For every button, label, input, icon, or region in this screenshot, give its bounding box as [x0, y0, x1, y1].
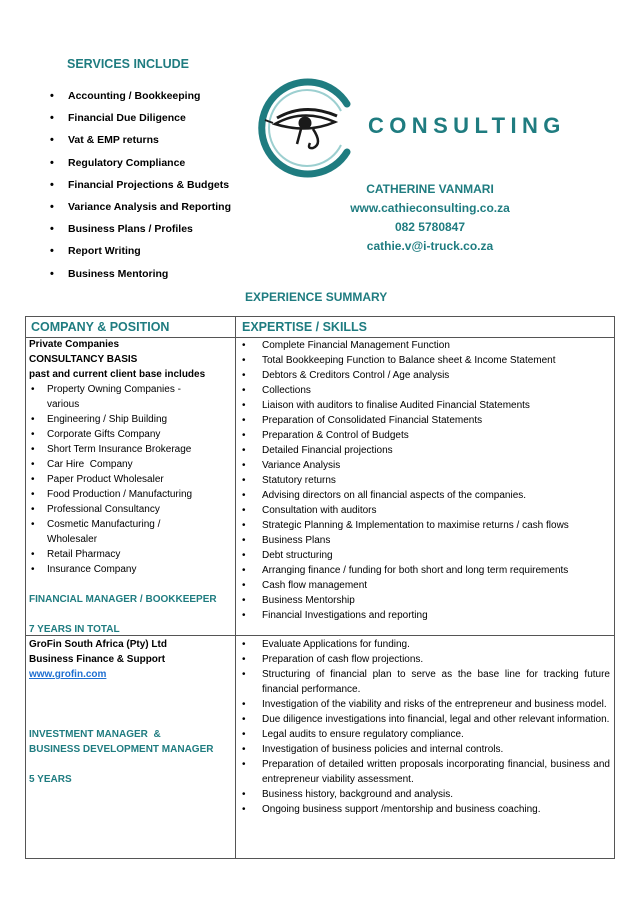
service-item: • Accounting / Bookkeeping: [50, 88, 231, 110]
col-header-company: COMPANY & POSITION: [31, 320, 170, 334]
skill-item: • Investigation of the viability and risks of the entrepreneur and business model.: [238, 697, 610, 712]
skill-item: • Debt structuring: [238, 548, 610, 563]
skill-item: • Complete Financial Management Function: [238, 338, 610, 353]
skill-item: • Debtors & Creditors Control / Age analysis: [238, 368, 610, 383]
service-item: • Variance Analysis and Reporting: [50, 199, 231, 221]
service-item: • Regulatory Compliance: [50, 155, 231, 177]
skill-item: • Business history, background and analysis.: [238, 787, 610, 802]
client-item: • Insurance Company: [29, 562, 229, 577]
column-divider: [235, 317, 236, 858]
skill-item: • Investigation of business policies and internal controls.: [238, 742, 610, 757]
client-list: [29, 382, 229, 577]
contact-name: CATHERINE VANMARI: [366, 182, 494, 196]
skill-item: • Statutory returns: [238, 473, 610, 488]
skill-item: • Strategic Planning & Implementation to maximise returns / cash flows: [238, 518, 610, 533]
skill-item: • Business Mentorship: [238, 593, 610, 608]
company-name: Private Companies: [29, 339, 120, 350]
skill-item: • Business Plans: [238, 533, 610, 548]
skill-item: • Preparation of detailed written proposals incorporating financial, business and entrepreneur viability assessment.: [238, 757, 610, 787]
eye-of-horus-logo: [255, 78, 355, 178]
client-item: • Car Hire Company: [29, 457, 229, 472]
skill-item: • Advising directors on all financial aspects of the companies.: [238, 488, 610, 503]
skills-list: [238, 338, 610, 623]
skill-item: • Structuring of financial plan to serve as the base line for tracking future financial performance.: [238, 667, 610, 697]
skill-item: • Arranging finance / funding for both short and long term requirements: [238, 563, 610, 578]
client-item: • Engineering / Ship Building: [29, 412, 229, 427]
contact-block: [320, 180, 540, 256]
skill-item: • Legal audits to ensure regulatory compliance.: [238, 727, 610, 742]
contact-phone: 082 5780847: [394, 220, 466, 234]
brand-name: CONSULTING: [368, 113, 566, 138]
clients-intro: past and current client base includes: [29, 369, 206, 380]
position-title: INVESTMENT MANAGER &: [29, 729, 161, 740]
skill-item: • Financial Investigations and reporting: [238, 608, 610, 623]
skill-item: • Due diligence investigations into financial, legal and other relevant information.: [238, 712, 610, 727]
skill-item: • Ongoing business support /mentorship and business coaching.: [238, 802, 610, 817]
years-label: 7 YEARS IN TOTAL: [29, 624, 120, 635]
row1-skills-cell: [238, 338, 610, 623]
experience-table: [25, 316, 615, 859]
service-item: • Financial Due Diligence: [50, 110, 231, 132]
skill-item: • Cash flow management: [238, 578, 610, 593]
client-item: • Professional Consultancy: [29, 502, 229, 517]
client-item: • Food Production / Manufacturing: [29, 487, 229, 502]
years-label: 5 YEARS: [29, 774, 72, 785]
client-item: • Property Owning Companies - various: [29, 382, 229, 412]
skill-item: • Preparation of cash flow projections.: [238, 652, 610, 667]
service-item: • Business Plans / Profiles: [50, 221, 231, 243]
col-header-skills: EXPERTISE / SKILLS: [242, 320, 368, 334]
skill-item: • Variance Analysis: [238, 458, 610, 473]
services-list: [50, 88, 231, 288]
contact-email[interactable]: cathie.v@i-truck.co.za: [366, 239, 494, 253]
company-basis: CONSULTANCY BASIS: [29, 354, 138, 365]
client-item: • Cosmetic Manufacturing / Wholesaler: [29, 517, 229, 547]
client-item: • Retail Pharmacy: [29, 547, 229, 562]
position-title: FINANCIAL MANAGER / BOOKKEEPER: [29, 594, 217, 605]
client-item: • Short Term Insurance Brokerage: [29, 442, 229, 457]
skill-item: • Consultation with auditors: [238, 503, 610, 518]
company-name: GroFin South Africa (Pty) Ltd: [29, 639, 167, 650]
client-item: • Corporate Gifts Company: [29, 427, 229, 442]
row2-skills-cell: [238, 637, 610, 817]
skill-item: • Total Bookkeeping Function to Balance sheet & Income Statement: [238, 353, 610, 368]
skill-item: • Preparation & Control of Budgets: [238, 428, 610, 443]
skills-list: [238, 637, 610, 817]
skill-item: • Preparation of Consolidated Financial Statements: [238, 413, 610, 428]
service-item: • Business Mentoring: [50, 266, 231, 288]
skill-item: • Detailed Financial projections: [238, 443, 610, 458]
skill-item: • Collections: [238, 383, 610, 398]
client-item: • Paper Product Wholesaler: [29, 472, 229, 487]
service-item: • Financial Projections & Budgets: [50, 177, 231, 199]
services-title: SERVICES INCLUDE: [67, 57, 190, 71]
service-item: • Report Writing: [50, 243, 231, 265]
company-website-link[interactable]: www.grofin.com: [29, 669, 107, 680]
skill-item: • Liaison with auditors to finalise Audited Financial Statements: [238, 398, 610, 413]
company-division: Business Finance & Support: [29, 654, 166, 665]
service-item: • Vat & EMP returns: [50, 132, 231, 154]
contact-website[interactable]: www.cathieconsulting.co.za: [350, 201, 510, 215]
skill-item: • Evaluate Applications for funding.: [238, 637, 610, 652]
experience-title: EXPERIENCE SUMMARY: [245, 290, 388, 304]
position-title-line2: BUSINESS DEVELOPMENT MANAGER: [29, 744, 214, 755]
row1-company-cell: [29, 337, 229, 637]
row2-company-cell: [29, 637, 229, 787]
